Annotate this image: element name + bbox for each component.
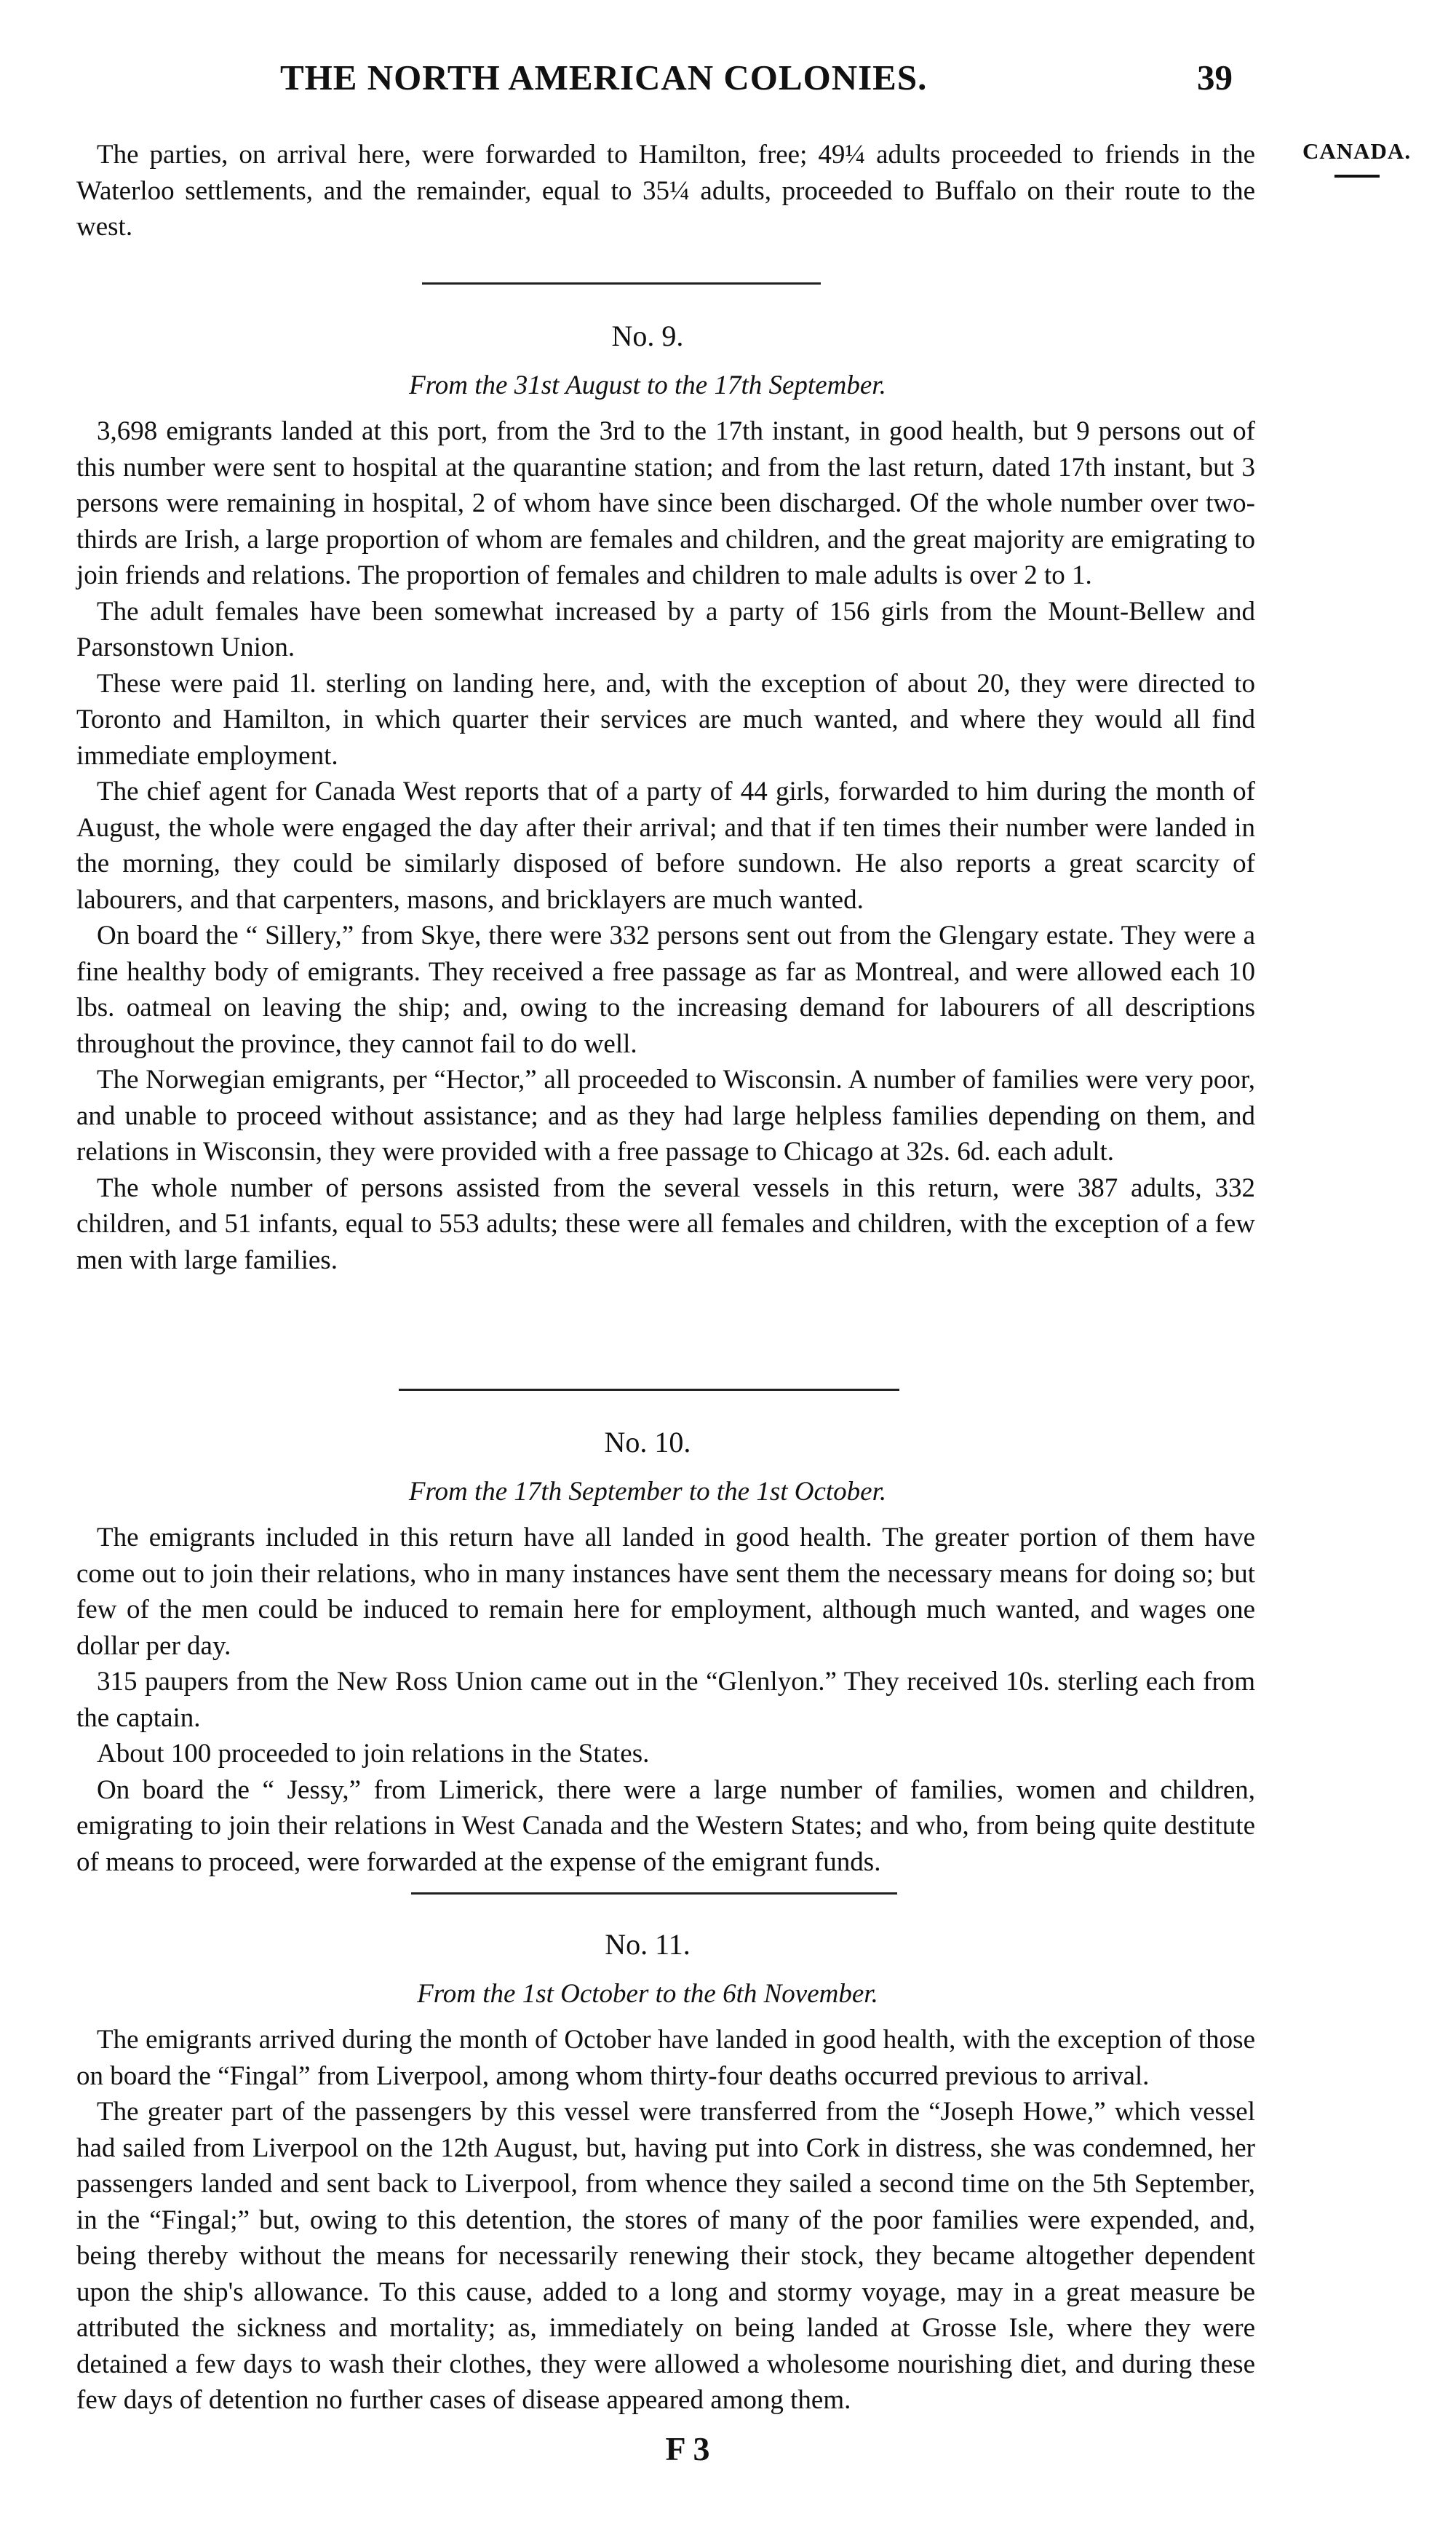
margin-note-rule	[1334, 175, 1380, 178]
section-date-range: From the 1st October to the 6th November.	[417, 1979, 878, 2009]
body-paragraph: On board the “ Sillery,” from Skye, there were 332 persons sent out from the Glengary estate. They were a fine healthy body of emigrants. They received a free passage as far as Montreal, and were allowed each 10 lbs. oatmeal on leaving the ship; and, owing to the increasing demand for labourers of all descriptions throughout the province, they cannot fail to do well.	[76, 921, 1255, 1059]
body-paragraph: 315 paupers from the New Ross Union came out in the “Glenlyon.” They received 10s. sterling each from the captain.	[76, 1667, 1255, 1733]
signature-mark: F 3	[665, 2430, 710, 2467]
section-body	[76, 1520, 1255, 1880]
body-paragraph: The emigrants included in this return have all landed in good health. The greater portion of them have come out to join their relations, who in many instances have sent them the necessary means for doing so; but few of the men could be induced to remain here for employment, although much wanted, and wages one dollar per day.	[76, 1523, 1255, 1661]
body-paragraph: These were paid 1l. sterling on landing here, and, with the exception of about 20, they were directed to Toronto and Hamilton, in which quarter their services are much wanted, and where they would all find immediate employment.	[76, 668, 1255, 771]
section-number: No. 11.	[605, 1928, 691, 1961]
body-paragraph: The whole number of persons assisted from the several vessels in this return, were 387 adults, 332 children, and 51 infants, equal to 553 adults; these were all females and children, with the exception of a few men with large families.	[76, 1173, 1255, 1275]
section-body	[76, 2022, 1255, 2419]
body-paragraph: The chief agent for Canada West reports that of a party of 44 girls, forwarded to him during the month of August, the whole were engaged the day after their arrival; and that if ten times their number were landed in the morning, they could be similarly disposed of before sundown. He also reports a great scarcity of labourers, and that carpenters, masons, and bricklayers are much wanted.	[76, 777, 1255, 915]
body-paragraph: The greater part of the passengers by this vessel were transferred from the “Joseph Howe,” which vessel had sailed from Liverpool on the 12th August, but, having put into Cork in distress, she was condemned, her passengers landed and sent back to Liverpool, from whence they sailed a second time on the 5th September, in the “Fingal;” but, owing to this detention, the stores of many of the poor families were expended, and, being thereby without the means for necessarily renewing their stock, they became altogether dependent upon the ship's allowance. To this cause, added to a long and stormy voyage, may in a great measure be attributed the sickness and mortality; as, immediately on being landed at Grosse Isle, where they were detained a few days to wash their clothes, they were allowed a wholesome nourishing diet, and during these few days of detention no further cases of disease appeared among them.	[76, 2097, 1255, 2415]
body-paragraph: About 100 proceeded to join relations in the States.	[97, 1739, 650, 1769]
section-divider	[422, 282, 821, 285]
body-paragraph: The adult females have been somewhat increased by a party of 156 girls from the Mount-Bellew and Parsonstown Union.	[76, 596, 1255, 662]
intro-paragraph: The parties, on arrival here, were forwarded to Hamilton, free; 49¼ adults proceeded to friends in the Waterloo settlements, and the remainder, equal to 35¼ adults, proceeded to Buffalo on their route to the west.	[76, 140, 1255, 242]
section-divider	[411, 1892, 897, 1895]
section-date-range: From the 31st August to the 17th September.	[409, 370, 886, 400]
section-body	[76, 413, 1255, 1278]
margin-note	[1302, 138, 1411, 178]
intro-block	[76, 137, 1255, 245]
section-number: No. 9.	[611, 320, 684, 352]
page-number: 39	[1197, 57, 1233, 98]
body-paragraph: 3,698 emigrants landed at this port, from the 3rd to the 17th instant, in good health, but 9 persons out of this number were sent to hospital at the quarantine station; and from the last return, dated 17th instant, but 3 persons were remaining in hospital, 2 of whom have since been discharged. Of the whole number over two-thirds are Irish, a large proportion of whom are females and children, and the great majority are emigrating to join friends and relations. The proportion of females and children to male adults is over 2 to 1.	[76, 416, 1255, 590]
body-paragraph: The emigrants arrived during the month of October have landed in good health, with the exception of those on board the “Fingal” from Liverpool, among whom thirty-four deaths occurred previous to arrival.	[76, 2025, 1255, 2091]
margin-note-label: CANADA.	[1302, 138, 1412, 164]
section-date-range: From the 17th September to the 1st October.	[408, 1477, 887, 1507]
body-paragraph: On board the “ Jessy,” from Limerick, there were a large number of families, women and children, emigrating to join their relations in West Canada and the Western States; and who, from being quite destitute of means to proceed, were forwarded at the expense of the emigrant funds.	[76, 1774, 1255, 1877]
section-divider	[399, 1389, 899, 1391]
section-number: No. 10.	[604, 1426, 691, 1459]
running-head-title: THE NORTH AMERICAN COLONIES.	[280, 57, 928, 98]
body-paragraph: The Norwegian emigrants, per “Hector,” all proceeded to Wisconsin. A number of families were very poor, and unable to proceed without assistance; and as they had large helpless families depending on them, and relations in Wisconsin, they were provided with a free passage to Chicago at 32s. 6d. each adult.	[76, 1065, 1255, 1167]
